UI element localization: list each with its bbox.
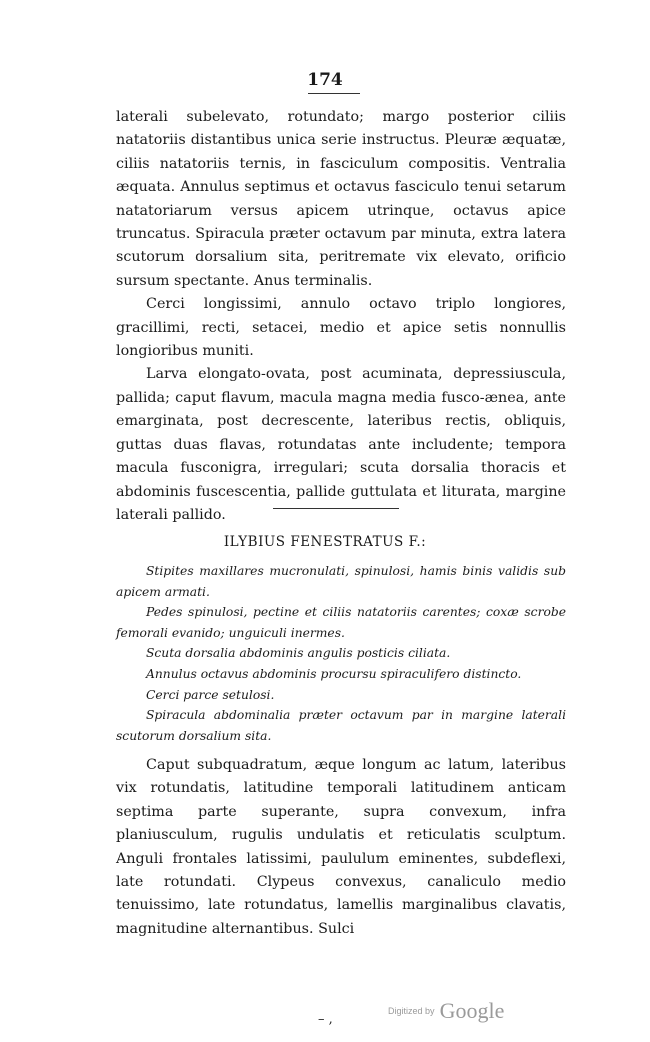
page-number-underline <box>308 93 360 94</box>
body-text-block-1 <box>116 106 566 527</box>
diagnosis-block <box>116 561 566 746</box>
section-title: ILYBIUS FENESTRATUS F.: <box>223 534 427 550</box>
paragraph: laterali subelevato, rotundato; margo posterior ciliis natatoriis distantibus unica serie instructus. Pleuræ æquatæ, ciliis natatoriis ternis, in fasciculum compositis. Ventralia æquata. Annulus septimus et octavus fasciculo tenui setarum natatoriarum versus apicem utrinque, octavus apice truncatus. Spiracula præter octavum par minuta, extra latera scutorum dorsalium sita, peritremate vix elevato, orificio sursum spectante. Anus terminalis. <box>116 109 566 289</box>
watermark-prefix: Digitized by <box>388 1006 435 1016</box>
diagnosis-item: Scuta dorsalia abdominis angulis posticis ciliata. <box>146 646 451 661</box>
diagnosis-item: Stipites maxillares mucronulati, spinulosi, hamis binis validis sub apicem armati. <box>116 564 566 599</box>
diagnosis-item: Annulus octavus abdominis procursu spiraculifero distincto. <box>146 666 522 681</box>
google-logo-text: Google <box>439 998 505 1023</box>
footer-mark: – , <box>318 1012 333 1027</box>
diagnosis-item: Cerci parce setulosi. <box>146 687 275 702</box>
paragraph: Larva elongato-ovata, post acuminata, depressiuscula, pallida; caput flavum, macula magna media fusco-ænea, ante emarginata, post decrescente, lateribus rectis, obliquis, guttas duas flavas, rotundatas ante includente; tempora macula fusconigra, irregulari; scuta dorsalia thoracis et abdominis fuscescentia, pallide guttulata et liturata, margine laterali pallido. <box>116 366 566 523</box>
section-divider <box>273 508 399 509</box>
paragraph: Caput subquadratum, æque longum ac latum, lateribus vix rotundatis, latitudine temporali latitudinem anticam septima parte superante, supra convexum, infra planiusculum, rugulis undulatis et reticulatis sculptum. Anguli frontales latissimi, paululum eminentes, subdeflexi, late rotundati. Clypeus convexus, canaliculo medio tenuissimo, late rotundatus, lamellis marginalibus clavatis, magnitudine alternantibus. Sulci <box>116 757 566 937</box>
paragraph: Cerci longissimi, annulo octavo triplo longiores, gracillimi, recti, setacei, medio et apice setis nonnullis longioribus muniti. <box>116 296 566 360</box>
google-watermark <box>388 998 504 1024</box>
diagnosis-item: Pedes spinulosi, pectine et ciliis natatoriis carentes; coxæ scrobe femorali evanido; unguiculi inermes. <box>116 605 566 640</box>
body-text-block-2 <box>116 754 566 941</box>
page-number: 174 <box>307 70 343 90</box>
diagnosis-item: Spiracula abdominalia præter octavum par in margine laterali scutorum dorsalium sita. <box>116 708 566 743</box>
